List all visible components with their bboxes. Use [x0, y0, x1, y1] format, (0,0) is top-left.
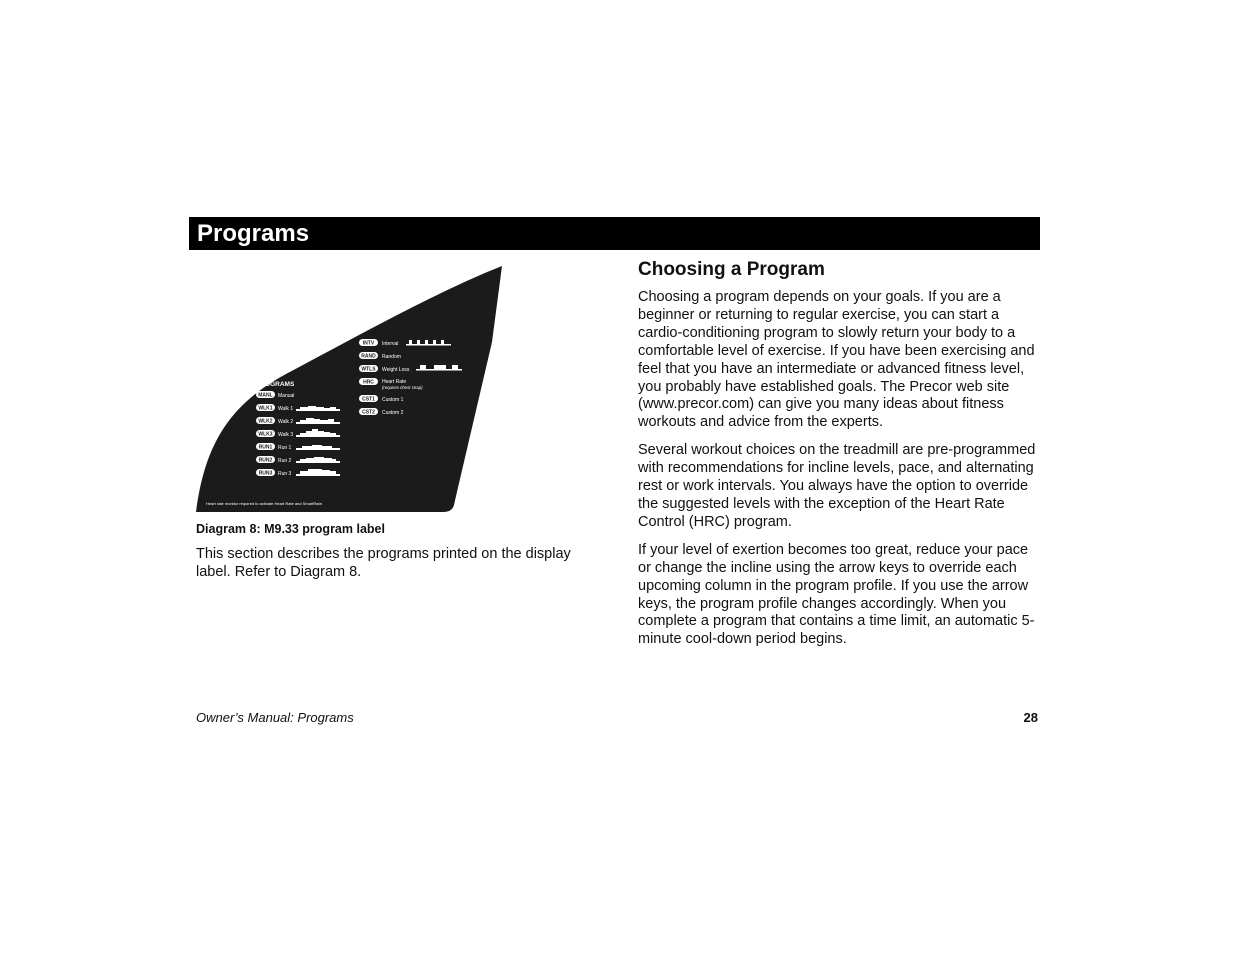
program-name: Random	[382, 354, 401, 360]
paragraph: Choosing a program depends on your goals. If you are a beginner or returning to regular exercise, you can start a cardio-conditioning program to slowly return your body to a comfortable level of exercise. If you have been exercising and feel that you have an intermediate or advanced fitness level, you probably have established goals. The Precor web site (www.precor.com) can give you many ideas about fitness workouts and advice from the experts.	[638, 289, 1035, 431]
program-name: Walk 2	[278, 419, 294, 425]
programs-heading: PROGRAMS	[256, 381, 295, 388]
program-name: Walk 1	[278, 406, 294, 412]
program-code: RUN1	[258, 444, 273, 451]
program-code: CST1	[362, 396, 375, 403]
label-shape	[196, 266, 502, 512]
program-code: INTV	[362, 340, 375, 347]
intro-paragraph: This section describes the programs printed on the display label. Refer to Diagram 8.	[196, 546, 571, 580]
program-name: Run 3	[278, 471, 292, 477]
program-name: Interval	[382, 341, 399, 347]
program-code: CST2	[362, 409, 375, 416]
program-code: WLK2	[258, 418, 273, 425]
program-note: (requires chest strap)	[382, 385, 423, 390]
program-row-cst2	[359, 408, 404, 416]
program-code: HRC	[363, 379, 374, 386]
section-title: Programs	[197, 220, 310, 247]
program-name: Custom 1	[382, 397, 404, 403]
diagram-caption: Diagram 8: M9.33 program label	[196, 522, 385, 536]
program-name: Manual	[278, 393, 295, 399]
program-code: MANL	[258, 392, 273, 399]
section-heading: Choosing a Program	[638, 259, 825, 280]
program-name: Run 1	[278, 445, 292, 451]
paragraph: If your level of exertion becomes too great, reduce your pace or change the incline using the arrow keys to override each upcoming column in the program profile. If you use the arrow keys, the program profile changes accordingly. When you complete a program that contains a time limit, an automatic 5-minute cool-down period begins.	[638, 541, 1035, 648]
program-name: Run 2	[278, 458, 292, 464]
program-code: WLK3	[258, 431, 273, 438]
paragraph: Several workout choices on the treadmill are pre-programmed with recommendations for incline levels, pace, and alternating rest or work intervals. You always have the option to override the suggested levels with the exception of the Heart Rate Control (HRC) program.	[638, 442, 1036, 530]
diagram-footnote: Heart rate monitor required to activate Heart Rate and SmartRate.	[206, 501, 323, 506]
footer-title: Owner’s Manual: Programs	[196, 710, 354, 725]
program-label-diagram	[196, 262, 506, 514]
choosing-program-section	[638, 258, 1040, 659]
program-code: WTLS	[361, 366, 376, 373]
program-code: RUN3	[258, 470, 273, 477]
page-number: 28	[1023, 710, 1038, 725]
program-code: WLK1	[258, 405, 273, 412]
program-code: RUN2	[258, 457, 273, 464]
program-name: Weight Loss	[382, 367, 410, 373]
program-code: RAND	[361, 353, 376, 360]
section-title-bar	[189, 217, 1040, 250]
program-name: Heart Rate	[382, 379, 407, 385]
program-name: Custom 2	[382, 410, 404, 416]
program-row-cst1	[359, 395, 404, 403]
profile-graph	[416, 365, 462, 371]
program-name: Walk 3	[278, 432, 294, 438]
